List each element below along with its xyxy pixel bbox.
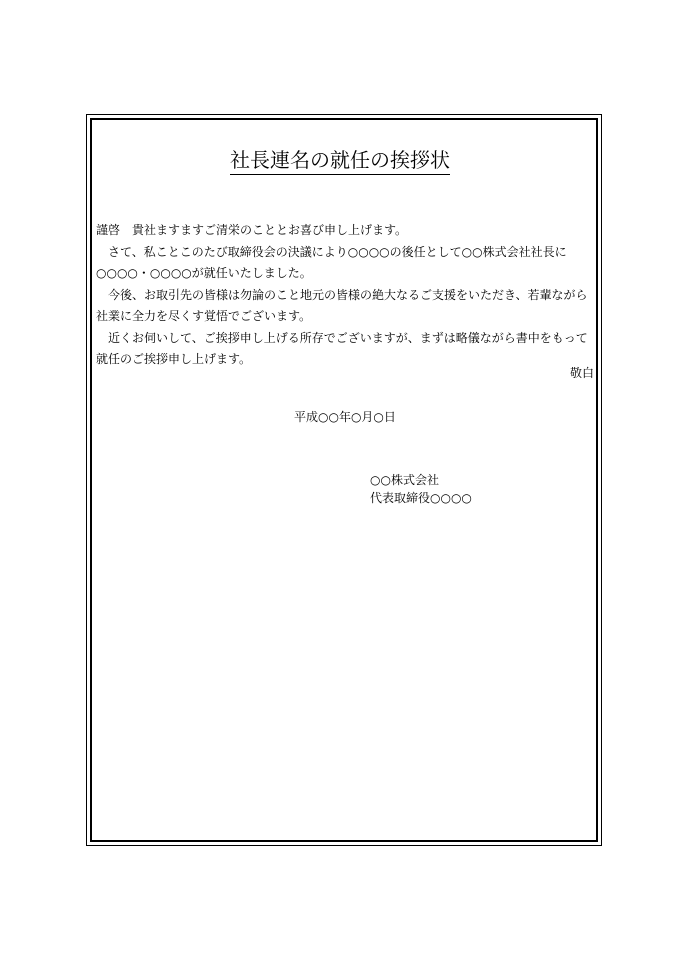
letter-date: 平成○○年○月○日 (294, 410, 396, 424)
document-title-container (0, 146, 680, 174)
announcement-paragraph: さて、私ことこのたび取締役会の決議により○○○○の後任として○○株式会社社長に○○○○・○○○○が就任いたしました。 (96, 244, 567, 280)
closing-word: 敬白 (569, 366, 594, 380)
closing-paragraph: 近くお伺いして、ご挨拶申し上げる所存でございますが、まずは略儀ながら書中をもって就任のご挨拶申し上げます。 (96, 330, 588, 366)
commitment-paragraph: 今後、お取引先の皆様は勿論のこと地元の皆様の絶大なるご支援をいただき、若輩ながら社業に全力を尽くす覚悟でございます。 (96, 287, 588, 323)
document-title: 社長連名の就任の挨拶状 (230, 148, 450, 175)
greeting-paragraph: 謹啓 貴社ますますご清栄のこととお喜び申し上げます。 (96, 223, 408, 237)
sender-representative: 代表取締役○○○○ (370, 491, 472, 505)
sender-company: ○○株式会社 (370, 473, 439, 487)
letter-body (96, 220, 596, 371)
